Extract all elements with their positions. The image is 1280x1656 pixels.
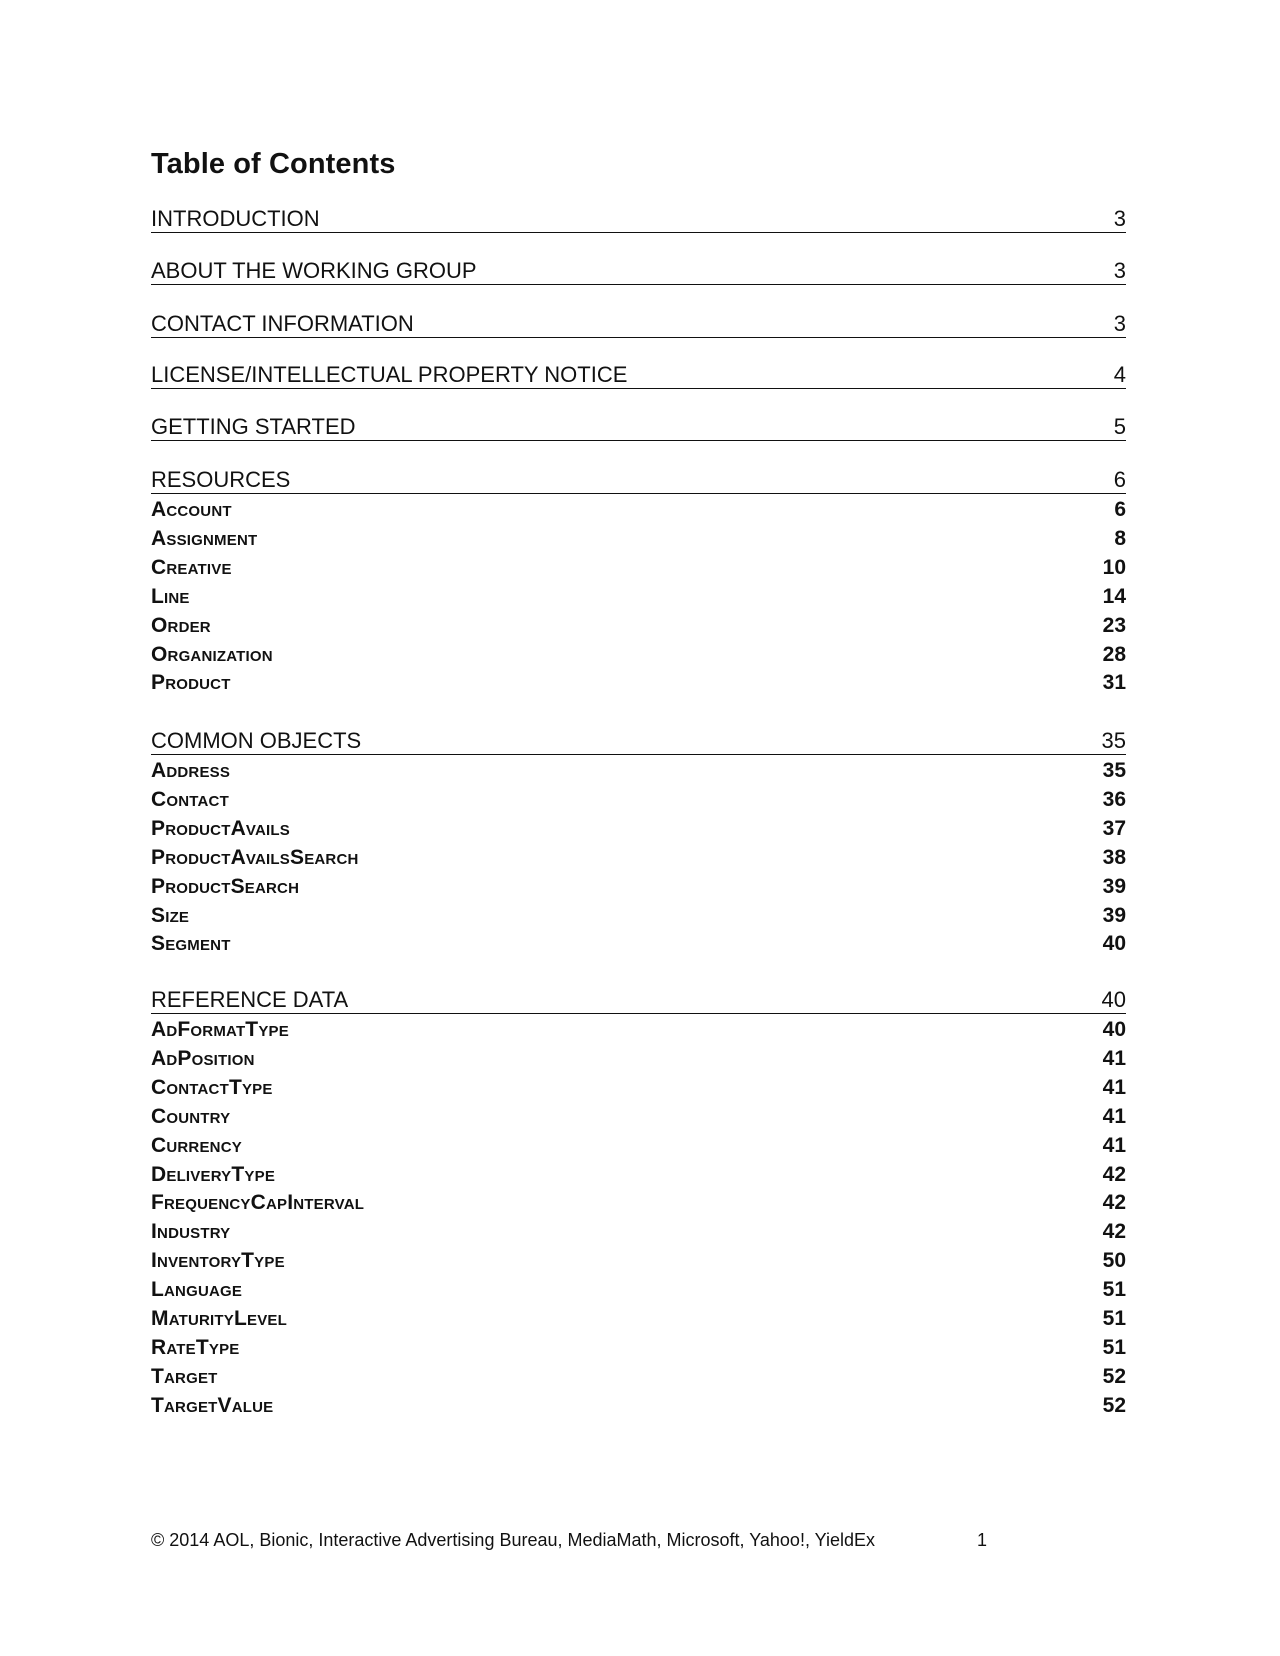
toc-section-label: INTRODUCTION	[151, 206, 320, 231]
toc-entry-label: InventoryType	[151, 1249, 285, 1273]
toc-entry-page: 52	[1102, 1364, 1126, 1388]
toc-entry-page: 28	[1102, 642, 1126, 666]
toc-entry-link[interactable]	[151, 786, 1126, 812]
toc-section-link[interactable]	[151, 258, 1126, 285]
toc-entry-label: Contact	[151, 787, 229, 811]
toc-entry-page: 38	[1102, 845, 1126, 869]
toc-entry-page: 14	[1102, 584, 1126, 608]
toc-entry-page: 41	[1102, 1104, 1126, 1128]
toc-entry-link[interactable]	[151, 1045, 1126, 1071]
toc-entry-link[interactable]	[151, 873, 1126, 899]
toc-entry-page: 41	[1102, 1075, 1126, 1099]
toc-entry-page: 40	[1102, 932, 1126, 956]
toc-entry-page: 8	[1114, 526, 1126, 550]
toc-section-label: REFERENCE DATA	[151, 987, 349, 1012]
toc-section-link[interactable]	[151, 311, 1126, 338]
toc-entry-link[interactable]	[151, 1132, 1126, 1158]
toc-entry-link[interactable]	[151, 641, 1126, 667]
toc-entry-link[interactable]	[151, 1392, 1126, 1418]
toc-section-link[interactable]	[151, 206, 1126, 233]
toc-section-link[interactable]	[151, 728, 1126, 755]
toc-entry-link[interactable]	[151, 1074, 1126, 1100]
toc-entry-link[interactable]	[151, 525, 1126, 551]
toc-entry-link[interactable]	[151, 757, 1126, 783]
toc-entry-page: 42	[1102, 1220, 1126, 1244]
toc-entry-link[interactable]	[151, 669, 1126, 695]
footer-page-number: 1	[977, 1530, 988, 1550]
footer-copyright: © 2014 AOL, Bionic, Interactive Advertising Bureau, MediaMath, Microsoft, Yahoo!, YieldEx	[151, 1530, 875, 1550]
toc-entry-label: Industry	[151, 1220, 231, 1244]
toc-section-page: 4	[1113, 362, 1126, 387]
toc-entry-page: 37	[1102, 816, 1126, 840]
toc-entry-link[interactable]	[151, 1247, 1126, 1273]
toc-entry-label: ProductSearch	[151, 874, 300, 898]
toc-entry-label: ProductAvailsSearch	[151, 845, 359, 869]
toc-entry-page: 42	[1102, 1191, 1126, 1215]
toc-entry-link[interactable]	[151, 815, 1126, 841]
toc-entry-page: 51	[1102, 1278, 1126, 1302]
toc-entry-label: FrequencyCapInterval	[151, 1191, 365, 1215]
toc-entry-page: 39	[1102, 903, 1126, 927]
toc-entry-link[interactable]	[151, 583, 1126, 609]
toc-entry-label: Creative	[151, 555, 232, 579]
toc-entry-label: AdPosition	[151, 1046, 255, 1070]
toc-section-link[interactable]	[151, 467, 1126, 494]
toc-entry-label: DeliveryType	[151, 1162, 276, 1186]
toc-entry-label: Account	[151, 498, 232, 521]
toc-entry-link[interactable]	[151, 1276, 1126, 1302]
toc-entry-label: ContactType	[151, 1075, 273, 1099]
toc-entry-page: 51	[1102, 1335, 1126, 1359]
toc-section-page: 40	[1101, 987, 1126, 1012]
toc-section-label: GETTING STARTED	[151, 414, 356, 439]
toc-entry-label: Size	[151, 903, 190, 927]
toc-section-page: 5	[1113, 414, 1126, 439]
toc-entry-link[interactable]	[151, 496, 1126, 522]
toc-section-label: LICENSE/INTELLECTUAL PROPERTY NOTICE	[151, 362, 628, 387]
toc-entry-label: RateType	[151, 1335, 240, 1359]
toc-entry-link[interactable]	[151, 1103, 1126, 1129]
toc-section-page: 3	[1113, 206, 1126, 231]
toc-entry-label: Product	[151, 671, 231, 695]
toc-entry-link[interactable]	[151, 1218, 1126, 1244]
toc-entry-label: Line	[151, 584, 190, 608]
toc-entry-page: 50	[1102, 1249, 1126, 1273]
toc-entry-link[interactable]	[151, 930, 1126, 956]
toc-entry-label: Segment	[151, 932, 231, 956]
page-footer	[151, 1530, 988, 1551]
toc-entry-label: Address	[151, 759, 231, 782]
toc-entry-link[interactable]	[151, 1305, 1126, 1331]
toc-entry-label: MaturityLevel	[151, 1307, 287, 1330]
toc-entry-page: 31	[1102, 671, 1126, 695]
toc-entry-link[interactable]	[151, 1363, 1126, 1389]
toc-entry-page: 42	[1102, 1162, 1126, 1186]
toc-entry-link[interactable]	[151, 1016, 1126, 1042]
toc-section-label: COMMON OBJECTS	[151, 728, 362, 753]
page-title: Table of Contents	[151, 148, 396, 180]
toc-entry-page: 41	[1102, 1046, 1126, 1070]
toc-section-label: CONTACT INFORMATION	[151, 311, 414, 336]
toc-entry-label: AdFormatType	[151, 1018, 289, 1041]
toc-section-page: 35	[1101, 728, 1126, 753]
toc-section-link[interactable]	[151, 987, 1126, 1014]
toc-entry-link[interactable]	[151, 844, 1126, 870]
toc-entry-page: 41	[1102, 1133, 1126, 1157]
toc-entry-link[interactable]	[151, 902, 1126, 928]
toc-entry-label: Language	[151, 1278, 243, 1302]
toc-entry-page: 39	[1102, 874, 1126, 898]
toc-entry-link[interactable]	[151, 1161, 1126, 1187]
toc-entry-page: 35	[1102, 759, 1126, 782]
toc-entry-page: 6	[1114, 498, 1126, 521]
toc-entry-page: 23	[1102, 613, 1126, 637]
toc-entry-label: ProductAvails	[151, 816, 290, 840]
toc-entry-page: 10	[1102, 555, 1126, 579]
toc-section-link[interactable]	[151, 362, 1126, 389]
toc-section-label: ABOUT THE WORKING GROUP	[151, 258, 477, 283]
toc-entry-label: Currency	[151, 1133, 242, 1157]
toc-entry-link[interactable]	[151, 554, 1126, 580]
toc-entry-label: Assignment	[151, 526, 258, 550]
toc-section-page: 6	[1113, 467, 1126, 492]
toc-entry-label: Organization	[151, 642, 273, 666]
toc-entry-page: 36	[1102, 787, 1126, 811]
toc-entry-link[interactable]	[151, 1334, 1126, 1360]
toc-entry-label: Country	[151, 1104, 231, 1128]
toc-section-link[interactable]	[151, 414, 1126, 441]
toc-entry-link[interactable]	[151, 612, 1126, 638]
toc-section-label: RESOURCES	[151, 467, 291, 492]
toc-entry-label: Target	[151, 1364, 218, 1388]
toc-section-page: 3	[1113, 258, 1126, 283]
toc-entry-page: 40	[1102, 1018, 1126, 1041]
toc-entry-page: 51	[1102, 1307, 1126, 1330]
toc-entry-label: TargetValue	[151, 1393, 274, 1417]
toc-entry-page: 52	[1102, 1393, 1126, 1417]
toc-entry-link[interactable]	[151, 1189, 1126, 1215]
toc-section-page: 3	[1113, 311, 1126, 336]
toc-entry-label: Order	[151, 613, 211, 637]
